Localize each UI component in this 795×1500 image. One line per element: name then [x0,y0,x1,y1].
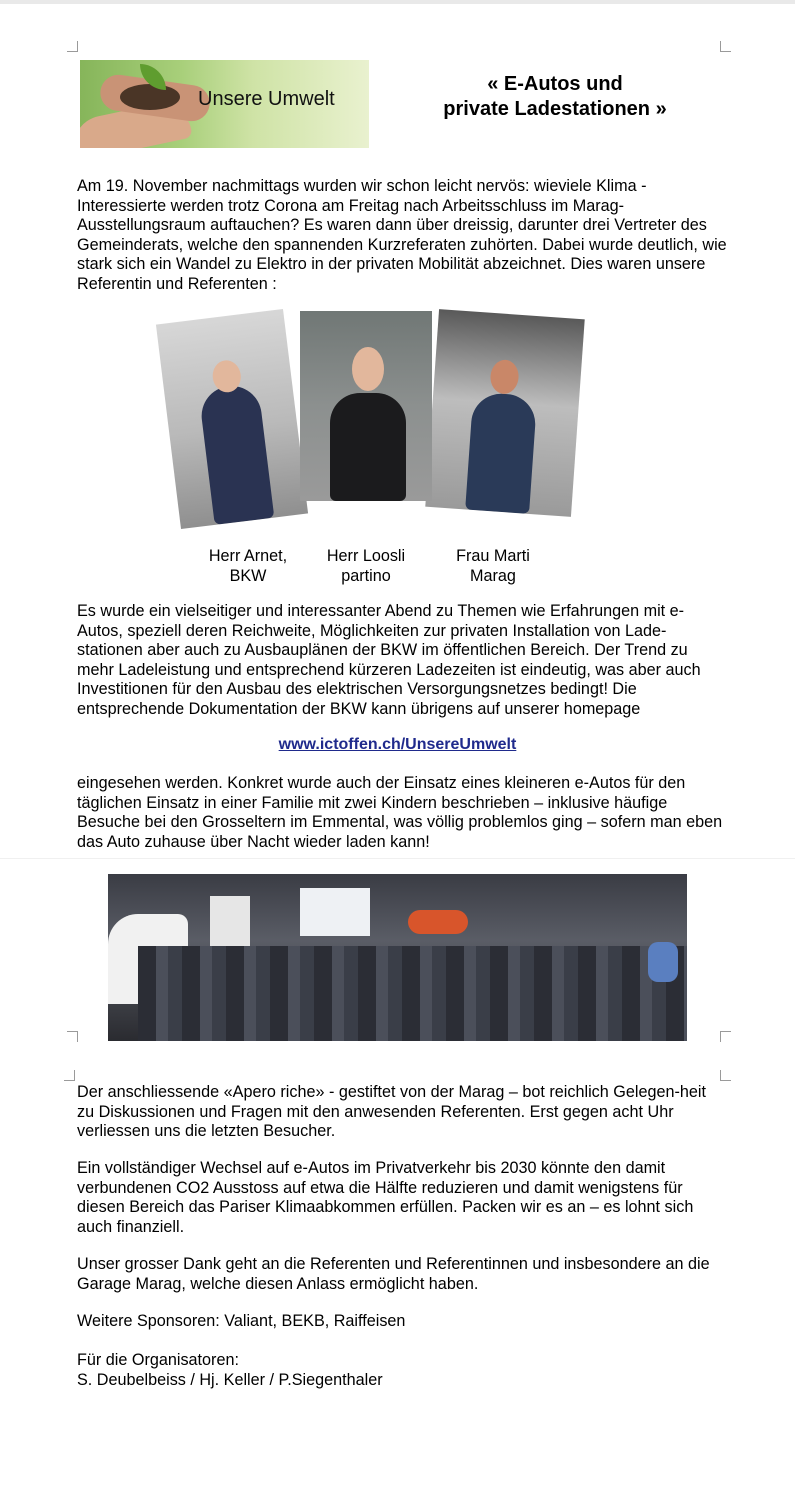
article-headline [420,72,690,122]
speaker-photo-arnet [156,309,308,529]
headline-line-1: « E-Autos und [487,73,623,95]
organizers-names: S. Deubelbeiss / Hj. Keller / P.Siegenthaler [77,1370,383,1389]
page-top-edge [0,0,795,4]
speaker-photo-marti [425,309,584,517]
soil-shape [120,84,180,110]
margin-mark-page2-top-left [64,1070,75,1081]
caption-name: Herr Loosli [326,547,406,565]
evening-paragraph: Es wurde ein vielseitiger und interessanter Abend zu Themen wie Erfahrungen mit e-Autos, speziell deren Reichweite, Möglichkeiten zur privaten Installation von Lade-stationen aber auch zu Ausbauplänen der BKW im öffentlichen Bereich. Der Trend zu mehr Ladeleistung und entsprechend kürzeren Ladezeiten ist eindeutig, was aber auch Investitionen für den Ausbau des elektrischen Versorgungsnetzes bedingt! Die entsprechende Dokumentation der BKW kann übrigens auf unserer homepage [77,602,701,718]
margin-mark-page2-top-right [720,1070,731,1081]
organizers-label: Für die Organisatoren: [77,1351,239,1369]
audience-member [648,942,678,982]
intro-paragraph: Am 19. November nachmittags wurden wir schon leicht nervös: wieviele Klima - Interessierte werden trotz Corona am Freitag nach Arbeitsschluss im Marag-Ausstellungsraum auftauchen? Es waren dann über dreissig, darunter drei Vertreter des Gemeinderats, welche den spannenden Kurzreferaten zuhörten. Dabei wurde deutlich, wie stark sich ein Wandel zu Elektro in der privaten Mobilität abzeichnet. Dies waren unsere Referentin und Referenten : [77,177,727,293]
homepage-link[interactable]: www.ictoffen.ch/UnsereUmwelt [278,736,517,753]
margin-mark-top-left [67,41,78,52]
caption-arnet [196,546,300,586]
speaker-head [489,359,519,395]
unsere-umwelt-banner [80,60,369,148]
speaker-head [352,347,384,391]
projection-screen [300,888,370,936]
thanks-paragraph: Unser grosser Dank geht an die Referenten und Referentinnen und insbesondere an die Garage Marag, welche diesen Anlass ermöglicht haben. [77,1255,710,1293]
caption-marti [444,546,542,586]
caption-org: partino [341,567,391,585]
example-paragraph: eingesehen werden. Konkret wurde auch der Einsatz eines kleineren e-Autos für den täglichen Einsatz in einer Familie mit zwei Kindern beschrieben – inklusive häufige Besuche bei den Grosseltern im Emmental, was völlig problemlos ging – sofern man eben das Auto zuhause über Nacht wieder laden kann! [77,774,723,851]
margin-mark-bottom-left [67,1031,78,1042]
margin-mark-top-right [720,41,731,52]
caption-org: BKW [229,567,267,585]
caption-name: Frau Marti [456,547,530,565]
caption-loosli [318,546,414,586]
speaker-figure [198,383,274,525]
banner-title: Unsere Umwelt [198,88,335,110]
organizers-paragraph [77,1351,727,1390]
sponsors-paragraph: Weitere Sponsoren: Valiant, BEKB, Raiffeisen [77,1312,406,1330]
car-shape [408,910,468,934]
caption-name: Herr Arnet, [208,547,288,565]
speaker-photo-loosli [300,311,432,501]
speaker-figure [330,393,406,501]
headline-line-2: private Ladestationen » [443,98,667,120]
speaker-figure [465,392,537,514]
margin-mark-bottom-right [720,1031,731,1042]
page-break [0,858,795,859]
co2-paragraph: Ein vollständiger Wechsel auf e-Autos im Privatverkehr bis 2030 könnte den damit verbundenen CO2 Ausstoss auf etwa die Hälfte reduzieren und damit wenigstens für diesen Bereich das Pariser Klimaabkommen erfüllen. Packen wir es an – es lohnt sich auch finanziell. [77,1159,694,1236]
audience-crowd [138,946,687,1041]
caption-org: Marag [470,567,516,585]
apero-paragraph: Der anschliessende «Apero riche» - gestiftet von der Marag – bot reichlich Gelegen-heit zu Diskussionen und Fragen mit den anwesenden Referenten. Erst gegen acht Uhr verliessen uns die letzten Besucher. [77,1083,706,1140]
audience-photo [108,874,687,1041]
